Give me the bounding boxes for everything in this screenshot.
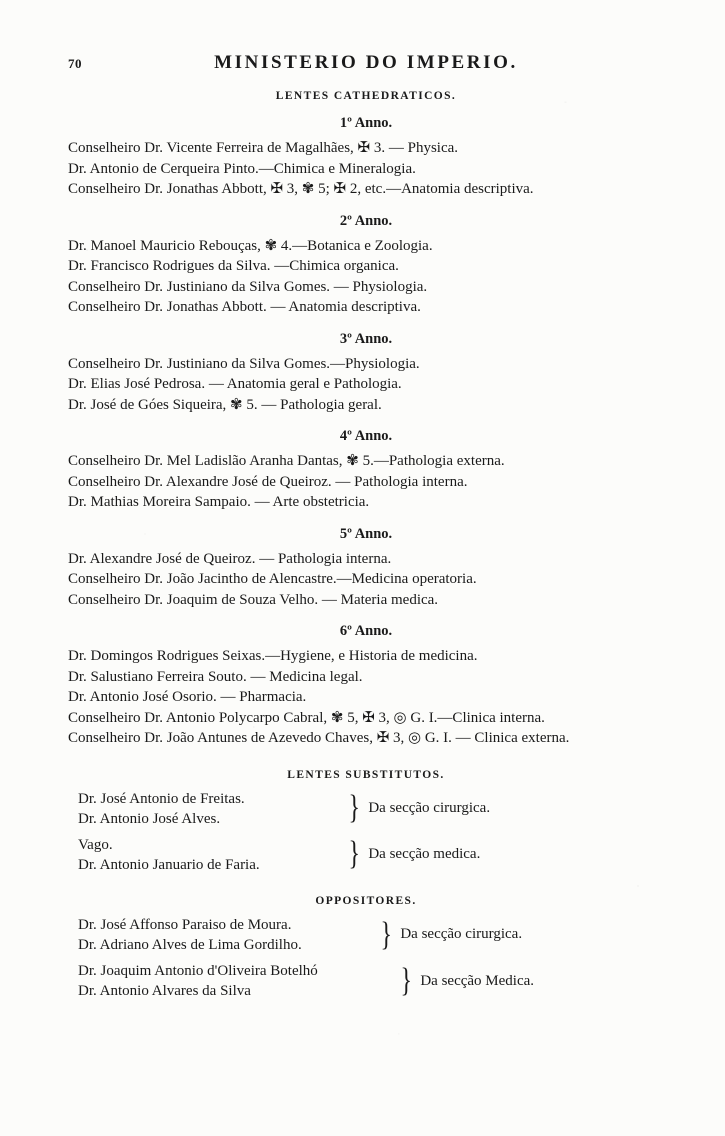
list-item: Dr. Antonio José Osorio. — Pharmacia. <box>68 689 307 705</box>
running-title: MINISTERIO DO IMPERIO. <box>214 52 518 73</box>
brace-glyph: } <box>400 961 412 999</box>
list-item: Conselheiro Dr. Jonathas Abbott, ✠ 3, ✾ 5; ✠ 2, etc.—Anatomia descriptiva. <box>68 181 534 197</box>
list-item: Dr. Francisco Rodrigues da Silva. —Chimica organica. <box>68 258 399 274</box>
list-item: Dr. Manoel Mauricio Rebouças, ✾ 4.—Botanica e Zoologia. <box>68 237 433 254</box>
list-item: Conselheiro Dr. Vicente Ferreira de Magalhães, ✠ 3. — Physica. <box>68 140 459 156</box>
list-item: Conselheiro Dr. Antonio Polycarpo Cabral, ✾ 5, ✠ 3, ◎ G. I.—Clinica interna. <box>68 709 545 726</box>
year-heading-6: 6º Anno. <box>339 623 393 639</box>
list-item: Dr. Antonio José Alves. <box>78 810 221 827</box>
list-item: Dr. Domingos Rodrigues Seixas.—Hygiene, e Historia de medicina. <box>68 648 478 664</box>
list-item: Dr. Mathias Moreira Sampaio. — Arte obstetricia. <box>68 494 370 510</box>
section-heading-cathedraticos: LENTES CATHEDRATICOS. <box>275 90 457 102</box>
list-item: Conselheiro Dr. Jonathas Abbott. — Anatomia descriptiva. <box>68 299 421 315</box>
oppositores-group-medica <box>68 961 664 1001</box>
entry-list-anno6 <box>68 647 664 749</box>
list-item: Conselheiro Dr. Mel Ladislão Aranha Dantas, ✾ 5.—Pathologia externa. <box>68 453 505 469</box>
list-item: Dr. Antonio Januario de Faria. <box>78 856 260 873</box>
list-item: Conselheiro Dr. Joaquim de Souza Velho. — Materia medica. <box>68 591 439 608</box>
entry-list-anno1 <box>68 139 664 200</box>
page-content <box>68 52 664 1003</box>
list-item: Dr. Antonio de Cerqueira Pinto.—Chimica e Mineralogia. <box>68 160 416 177</box>
group-rows <box>78 835 346 875</box>
group-rows <box>78 915 378 955</box>
year-heading-1: 1º Anno. <box>339 115 393 131</box>
substitutos-group-medica <box>68 835 664 875</box>
section-heading-oppositores: OPPOSITORES. <box>315 894 417 907</box>
list-item: Conselheiro Dr. João Jacintho de Alencastre.—Medicina operatoria. <box>68 571 477 587</box>
list-item: Conselheiro Dr. Alexandre José de Queiroz. — Pathologia interna. <box>68 473 468 490</box>
brace-glyph: } <box>348 835 360 873</box>
list-item: Conselheiro Dr. João Antunes de Azevedo Chaves, ✠ 3, ◎ G. I. — Clinica externa. <box>68 730 570 746</box>
group-label: Da secção medica. <box>368 846 481 863</box>
list-item: Conselheiro Dr. Justiniano da Silva Gomes. — Physiologia. <box>68 278 428 295</box>
substitutos-group-cirurgica <box>68 789 664 829</box>
oppositores-group-cirurgica <box>68 915 664 955</box>
group-label: Da secção cirurgica. <box>400 926 523 943</box>
entry-list-anno3 <box>68 355 664 416</box>
year-heading-3: 3º Anno. <box>339 330 393 347</box>
list-item: Dr. Elias José Pedrosa. — Anatomia geral e Pathologia. <box>68 376 402 392</box>
year-heading-4: 4º Anno. <box>339 428 393 444</box>
entry-list-anno2 <box>68 237 664 318</box>
group-label: Da secção cirurgica. <box>368 800 491 817</box>
brace-glyph: } <box>348 789 360 827</box>
brace-glyph: } <box>380 915 392 953</box>
group-rows <box>78 789 346 829</box>
list-item: Dr. José Antonio de Freitas. <box>78 790 245 807</box>
list-item: Dr. José de Góes Siqueira, ✾ 5. — Pathologia geral. <box>68 396 382 413</box>
group-label: Da secção Medica. <box>420 972 535 989</box>
list-item: Dr. Antonio Alvares da Silva <box>78 983 251 1000</box>
entry-list-anno4 <box>68 452 664 513</box>
entry-list-anno5 <box>68 550 664 611</box>
list-item: Dr. Joaquim Antonio d'Oliveira Botelhó <box>78 963 318 980</box>
page-header <box>68 52 664 78</box>
folio-number: 70 <box>68 56 82 71</box>
year-heading-2: 2º Anno. <box>339 212 393 229</box>
list-item: Dr. José Affonso Paraiso de Moura. <box>78 916 292 933</box>
list-item: Conselheiro Dr. Justiniano da Silva Gomes.—Physiologia. <box>68 355 420 372</box>
list-item: Dr. Adriano Alves de Lima Gordilho. <box>78 936 302 953</box>
list-item: Vago. <box>78 836 113 853</box>
section-heading-substitutos: LENTES SUBSTITUTOS. <box>287 768 445 781</box>
list-item: Dr. Alexandre José de Queiroz. — Pathologia interna. <box>68 550 392 567</box>
group-rows <box>78 961 398 1001</box>
list-item: Dr. Salustiano Ferreira Souto. — Medicina legal. <box>68 668 363 685</box>
year-heading-5: 5º Anno. <box>339 525 393 542</box>
